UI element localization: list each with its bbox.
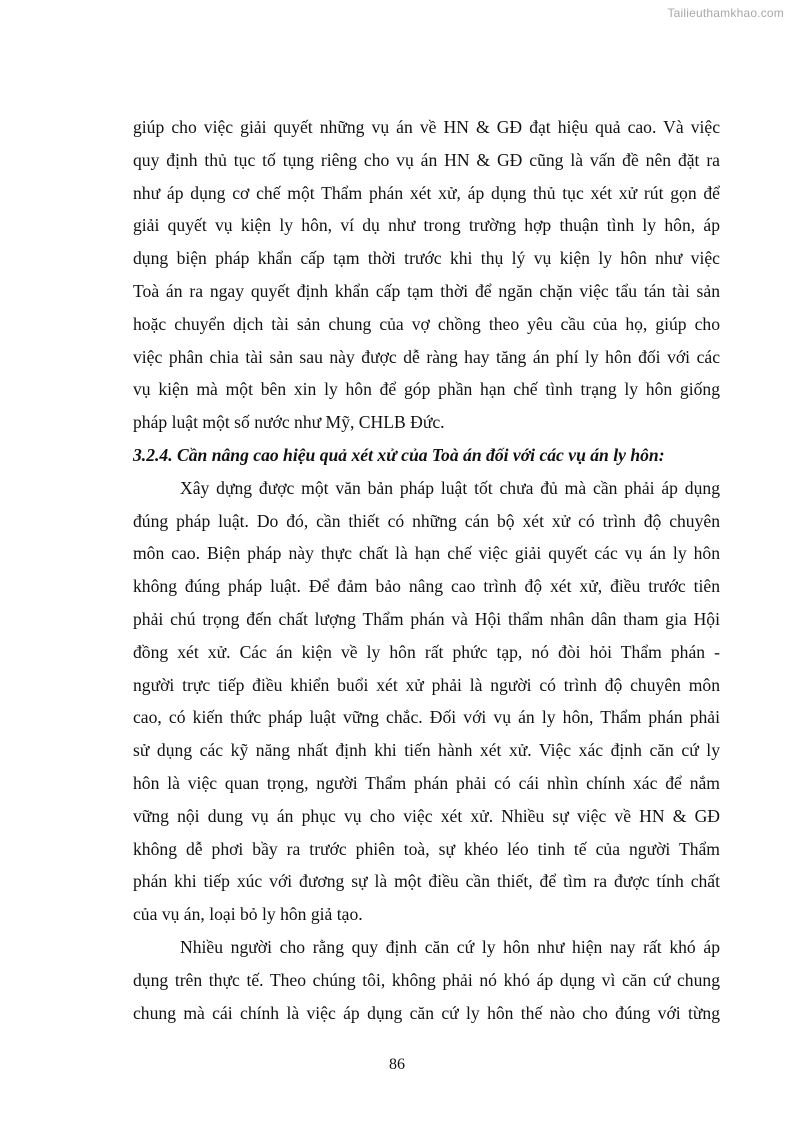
text-line: chung mà cái chính là việc áp dụng căn cứ ly hôn thế nào cho đúng với từng xyxy=(133,1002,720,1023)
section-heading: 3.2.4. Cần nâng cao hiệu quả xét xử của Toà án đối với các vụ án ly hôn: xyxy=(133,444,665,465)
text-line: môn cao. Biện pháp này thực chất là hạn chế việc giải quyết các vụ án ly hôn xyxy=(133,543,720,564)
text-line: vụ kiện mà một bên xin ly hôn để góp phần hạn chế tình trạng ly hôn giống xyxy=(133,379,720,400)
document-body xyxy=(133,111,720,1029)
text-line: dụng trên thực tế. Theo chúng tôi, không phải nó khó áp dụng vì căn cứ chung xyxy=(133,969,720,990)
text-line: giúp cho việc giải quyết những vụ án về HN & GĐ đạt hiệu quả cao. Và việc xyxy=(133,117,720,137)
text-line: như áp dụng cơ chế một Thẩm phán xét xử, áp dụng thủ tục xét xử rút gọn để xyxy=(133,182,720,203)
text-line: quy định thủ tục tố tụng riêng cho vụ án HN & GĐ cũng là vấn đề nên đặt ra xyxy=(133,149,720,170)
watermark: Tailieuthamkhao.com xyxy=(667,6,784,20)
text-line: không đúng pháp luật. Để đảm bảo nâng cao trình độ xét xử, điều trước tiên xyxy=(133,576,720,597)
text-line: vững nội dung vụ án phục vụ cho việc xét xử. Nhiều sự việc về HN & GĐ xyxy=(133,805,720,826)
text-line: đúng pháp luật. Do đó, cần thiết có những cán bộ xét xử có trình độ chuyên xyxy=(133,510,720,531)
text-line: của vụ án, loại bỏ ly hôn giả tạo. xyxy=(133,904,363,925)
page-number: 86 xyxy=(389,1056,405,1073)
text-line: người trực tiếp điều khiển buổi xét xử phải là người có trình độ chuyên môn xyxy=(133,674,720,695)
text-line: cao, có kiến thức pháp luật vững chắc. Đối với vụ án ly hôn, Thẩm phán phải xyxy=(133,707,720,728)
text-line: đồng xét xử. Các án kiện về ly hôn rất phức tạp, nó đòi hỏi Thẩm phán - xyxy=(133,641,720,662)
text-line: sử dụng các kỹ năng nhất định khi tiến hành xét xử. Việc xác định căn cứ ly xyxy=(133,740,720,761)
text-line: pháp luật một số nước như Mỹ, CHLB Đức. xyxy=(133,412,445,433)
text-line: phải chú trọng đến chất lượng Thẩm phán và Hội thẩm nhân dân tham gia Hội xyxy=(133,608,720,629)
text-line: phán khi tiếp xúc với đương sự là một điều cần thiết, để tìm ra được tính chất xyxy=(133,871,720,892)
text-line: không dễ phơi bầy ra trước phiên toà, sự khéo léo tinh tế của người Thẩm xyxy=(133,838,720,859)
text-line: Toà án ra ngay quyết định khẩn cấp tạm thời để ngăn chặn việc tẩu tán tài sản xyxy=(133,280,720,301)
text-line: việc phân chia tài sản sau này được dễ ràng hay tăng án phí ly hôn đối với các xyxy=(133,346,720,367)
text-line: dụng biện pháp khẩn cấp tạm thời trước khi thụ lý vụ kiện ly hôn như việc xyxy=(133,248,720,269)
text-line: Xây dựng được một văn bản pháp luật tốt chưa đủ mà cần phải áp dụng xyxy=(180,477,720,498)
text-line: hoặc chuyển dịch tài sản chung của vợ chồng theo yêu cầu của họ, giúp cho xyxy=(133,313,720,334)
text-line: giải quyết vụ kiện ly hôn, ví dụ như trong trường hợp thuận tình ly hôn, áp xyxy=(133,215,720,236)
text-line: hôn là việc quan trọng, người Thẩm phán phải có cái nhìn chính xác để nắm xyxy=(133,772,720,793)
text-line: Nhiều người cho rằng quy định căn cứ ly hôn như hiện nay rất khó áp xyxy=(180,936,720,957)
